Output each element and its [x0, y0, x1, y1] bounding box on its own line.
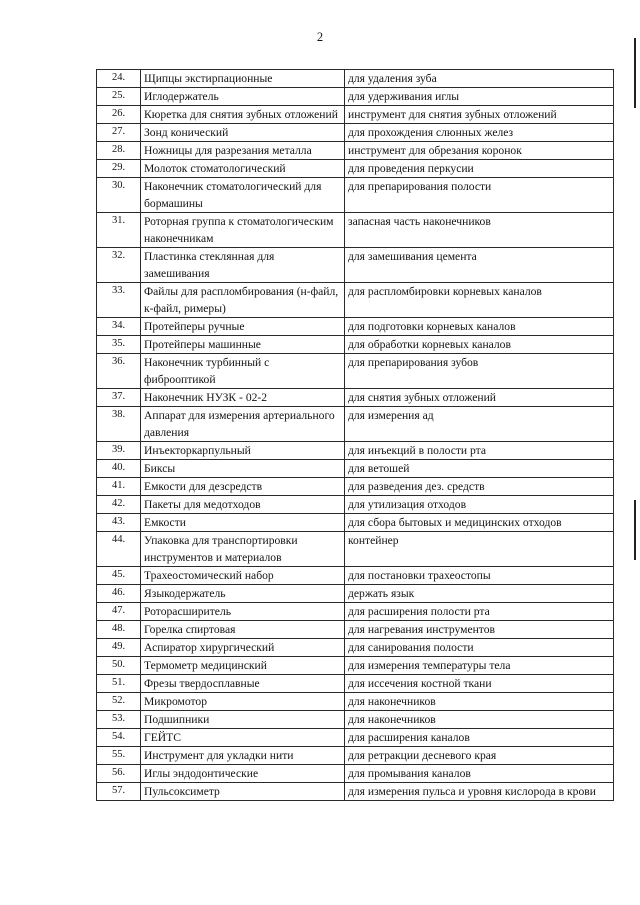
row-number: 52.: [97, 693, 141, 711]
item-purpose: для утилизация отходов: [345, 496, 614, 514]
row-number: 41.: [97, 478, 141, 496]
item-purpose: для снятия зубных отложений: [345, 389, 614, 407]
row-number: 33.: [97, 283, 141, 318]
scan-edge-mark: [634, 38, 636, 108]
item-name: Наконечник стоматологический для бормашины: [141, 178, 345, 213]
page-number: 2: [316, 30, 324, 44]
table-row: [97, 621, 614, 639]
row-number: 34.: [97, 318, 141, 336]
row-number: 56.: [97, 765, 141, 783]
item-name: Наконечник НУЗК - 02-2: [141, 389, 345, 407]
item-name: Молоток стоматологический: [141, 160, 345, 178]
item-purpose: контейнер: [345, 532, 614, 567]
table-row: [97, 532, 614, 567]
item-purpose: для ветошей: [345, 460, 614, 478]
row-number: 31.: [97, 213, 141, 248]
item-purpose: запасная часть наконечников: [345, 213, 614, 248]
item-name: Пластинка стеклянная для замешивания: [141, 248, 345, 283]
row-number: 29.: [97, 160, 141, 178]
table-row: [97, 603, 614, 621]
table-row: [97, 460, 614, 478]
item-purpose: для удерживания иглы: [345, 88, 614, 106]
item-purpose: для измерения температуры тела: [345, 657, 614, 675]
item-name: Зонд конический: [141, 124, 345, 142]
item-name: Ножницы для разрезания металла: [141, 142, 345, 160]
item-purpose: для нагревания инструментов: [345, 621, 614, 639]
table-row: [97, 765, 614, 783]
row-number: 39.: [97, 442, 141, 460]
item-name: Инъекторкарпульный: [141, 442, 345, 460]
row-number: 50.: [97, 657, 141, 675]
table-row: [97, 70, 614, 88]
row-number: 44.: [97, 532, 141, 567]
item-purpose: для иссечения костной ткани: [345, 675, 614, 693]
item-name: Роторная группа к стоматологическим наконечникам: [141, 213, 345, 248]
table-row: [97, 248, 614, 283]
equipment-table: [96, 69, 614, 801]
item-purpose: для промывания каналов: [345, 765, 614, 783]
table-row: [97, 283, 614, 318]
table-row: [97, 213, 614, 248]
table-row: [97, 675, 614, 693]
item-name: Биксы: [141, 460, 345, 478]
row-number: 48.: [97, 621, 141, 639]
item-name: Щипцы экстирпационные: [141, 70, 345, 88]
row-number: 37.: [97, 389, 141, 407]
item-name: Иглы эндодонтические: [141, 765, 345, 783]
row-number: 25.: [97, 88, 141, 106]
table-row: [97, 407, 614, 442]
item-name: Трахеостомический набор: [141, 567, 345, 585]
item-name: Пульсоксиметр: [141, 783, 345, 801]
item-name: Горелка спиртовая: [141, 621, 345, 639]
table-row: [97, 124, 614, 142]
item-purpose: для наконечников: [345, 711, 614, 729]
item-purpose: для обработки корневых каналов: [345, 336, 614, 354]
item-purpose: для инъекций в полости рта: [345, 442, 614, 460]
table-row: [97, 318, 614, 336]
item-purpose: для разведения дез. средств: [345, 478, 614, 496]
item-name: Термометр медицинский: [141, 657, 345, 675]
item-purpose: инструмент для снятия зубных отложений: [345, 106, 614, 124]
item-name: Микромотор: [141, 693, 345, 711]
item-purpose: для проведения перкусии: [345, 160, 614, 178]
item-name: ГЕЙТС: [141, 729, 345, 747]
item-name: Файлы для распломбирования (н-файл, к-файл, римеры): [141, 283, 345, 318]
table-row: [97, 496, 614, 514]
row-number: 46.: [97, 585, 141, 603]
row-number: 35.: [97, 336, 141, 354]
row-number: 30.: [97, 178, 141, 213]
item-purpose: для замешивания цемента: [345, 248, 614, 283]
table-row: [97, 585, 614, 603]
item-name: Языкодержатель: [141, 585, 345, 603]
item-name: Протейперы машинные: [141, 336, 345, 354]
item-name: Пакеты для медотходов: [141, 496, 345, 514]
table-row: [97, 711, 614, 729]
row-number: 38.: [97, 407, 141, 442]
item-purpose: для сбора бытовых и медицинских отходов: [345, 514, 614, 532]
row-number: 32.: [97, 248, 141, 283]
item-purpose: для расширения каналов: [345, 729, 614, 747]
row-number: 36.: [97, 354, 141, 389]
item-purpose: для постановки трахеостопы: [345, 567, 614, 585]
row-number: 51.: [97, 675, 141, 693]
item-purpose: для ретракции десневого края: [345, 747, 614, 765]
item-purpose: для санирования полости: [345, 639, 614, 657]
item-name: Подшипники: [141, 711, 345, 729]
row-number: 26.: [97, 106, 141, 124]
item-name: Емкости: [141, 514, 345, 532]
item-name: Фрезы твердосплавные: [141, 675, 345, 693]
row-number: 47.: [97, 603, 141, 621]
item-purpose: для распломбировки корневых каналов: [345, 283, 614, 318]
table-row: [97, 160, 614, 178]
row-number: 49.: [97, 639, 141, 657]
table-row: [97, 106, 614, 124]
item-purpose: инструмент для обрезания коронок: [345, 142, 614, 160]
row-number: 24.: [97, 70, 141, 88]
item-purpose: для наконечников: [345, 693, 614, 711]
table-row: [97, 478, 614, 496]
item-purpose: для измерения пульса и уровня кислорода в крови: [345, 783, 614, 801]
table-row: [97, 178, 614, 213]
item-purpose: для прохождения слюнных желез: [345, 124, 614, 142]
row-number: 42.: [97, 496, 141, 514]
item-purpose: для удаления зуба: [345, 70, 614, 88]
item-purpose: для измерения ад: [345, 407, 614, 442]
item-name: Роторасширитель: [141, 603, 345, 621]
table-row: [97, 389, 614, 407]
table-row: [97, 783, 614, 801]
row-number: 55.: [97, 747, 141, 765]
table-row: [97, 693, 614, 711]
table-row: [97, 354, 614, 389]
table-row: [97, 514, 614, 532]
item-name: Аппарат для измерения артериального давления: [141, 407, 345, 442]
table-row: [97, 657, 614, 675]
row-number: 54.: [97, 729, 141, 747]
item-name: Аспиратор хирургический: [141, 639, 345, 657]
row-number: 43.: [97, 514, 141, 532]
item-name: Кюретка для снятия зубных отложений: [141, 106, 345, 124]
item-name: Протейперы ручные: [141, 318, 345, 336]
table-row: [97, 639, 614, 657]
item-purpose: для расширения полости рта: [345, 603, 614, 621]
table-row: [97, 729, 614, 747]
table-row: [97, 442, 614, 460]
row-number: 57.: [97, 783, 141, 801]
scan-edge-mark: [634, 500, 636, 560]
item-name: Иглодержатель: [141, 88, 345, 106]
table-row: [97, 88, 614, 106]
item-name: Емкости для дезсредств: [141, 478, 345, 496]
row-number: 45.: [97, 567, 141, 585]
item-purpose: держать язык: [345, 585, 614, 603]
table-row: [97, 142, 614, 160]
table-row: [97, 747, 614, 765]
row-number: 40.: [97, 460, 141, 478]
item-name: Упаковка для транспортировки инструментов и материалов: [141, 532, 345, 567]
table-row: [97, 567, 614, 585]
item-purpose: для препарирования зубов: [345, 354, 614, 389]
item-purpose: для препарирования полости: [345, 178, 614, 213]
row-number: 28.: [97, 142, 141, 160]
row-number: 53.: [97, 711, 141, 729]
item-name: Инструмент для укладки нити: [141, 747, 345, 765]
item-purpose: для подготовки корневых каналов: [345, 318, 614, 336]
table-row: [97, 336, 614, 354]
item-name: Наконечник турбинный с фиброоптикой: [141, 354, 345, 389]
row-number: 27.: [97, 124, 141, 142]
